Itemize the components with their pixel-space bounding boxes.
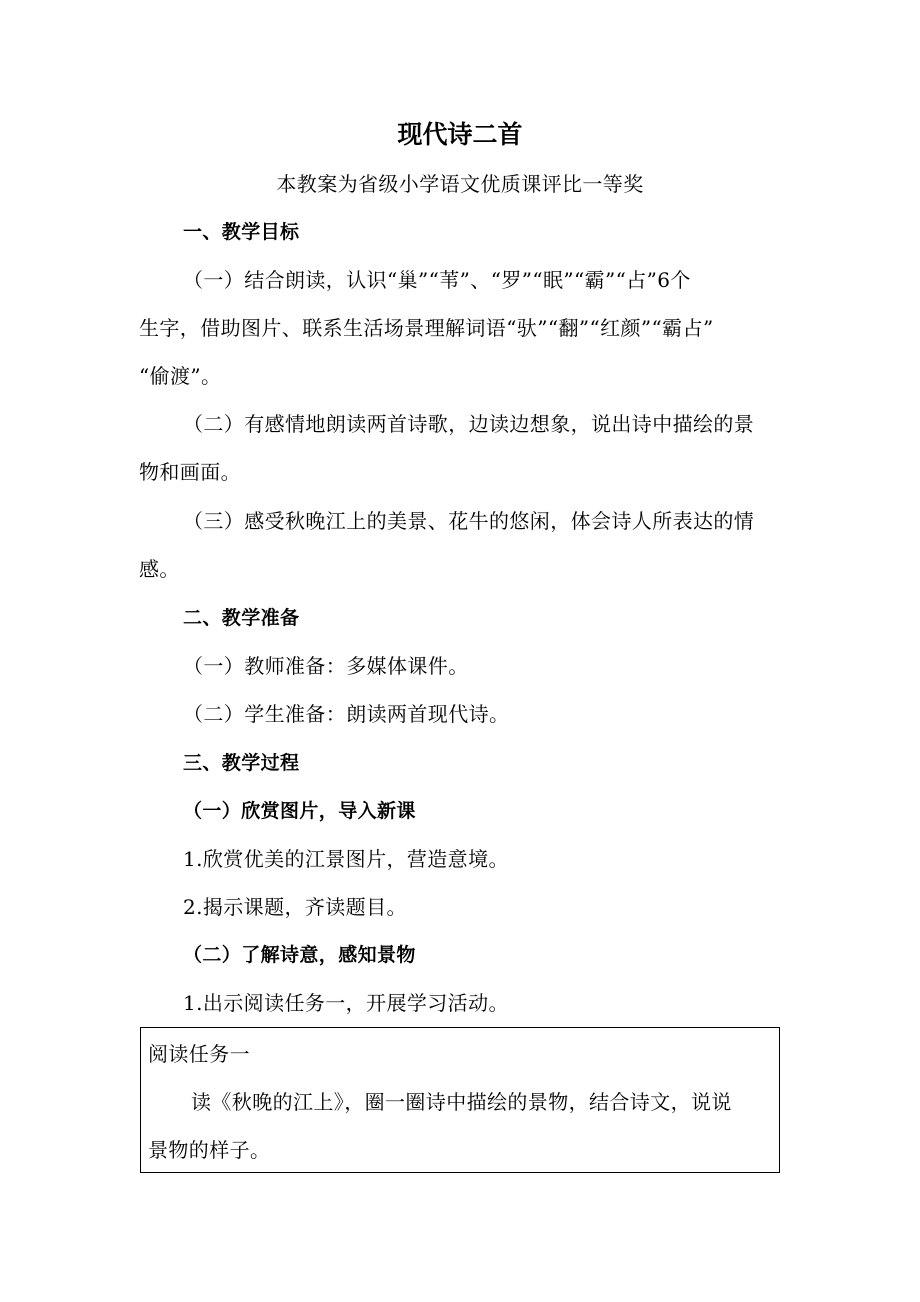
goal-3-line-1: （三）感受秋晚江上的美景、花牛的悠闲，体会诗人所表达的情 (183, 509, 755, 533)
reading-task-label: 阅读任务一 (148, 1042, 250, 1066)
goal-2-line-1: （二）有感情地朗读两首诗歌，边读边想象，说出诗中描绘的景 (183, 412, 755, 436)
document-title: 现代诗二首 (397, 120, 523, 149)
section-heading-process: 三、教学过程 (183, 752, 300, 774)
prep-student: （二）学生准备：朗读两首现代诗。 (183, 702, 510, 726)
goal-1-line-2: 生字，借助图片、联系生活场景理解词语“驮”“翻”“红颜”“霸占” (139, 316, 714, 340)
step-2-heading: （二）了解诗意，感知景物 (183, 944, 416, 966)
step-1-heading: （一）欣赏图片，导入新课 (183, 800, 416, 822)
goal-1-line-1: （一）结合朗读，认识“巢”“苇”、“罗”“眠”“霸”“占”6个 (183, 268, 691, 292)
prep-teacher: （一）教师准备：多媒体课件。 (183, 654, 469, 678)
step-1-item-2: 2.揭示课题，齐读题目。 (183, 895, 407, 919)
goal-3-line-2: 感。 (139, 557, 180, 581)
section-heading-goals: 一、教学目标 (183, 221, 300, 243)
section-heading-preparation: 二、教学准备 (183, 607, 300, 629)
goal-1-line-3: “偷渡”。 (139, 364, 222, 388)
step-1-item-1: 1.欣赏优美的江景图片，营造意境。 (183, 847, 509, 871)
document-subtitle: 本教案为省级小学语文优质课评比一等奖 (276, 172, 644, 196)
reading-task-line-2: 景物的样子。 (148, 1138, 271, 1162)
goal-2-line-2: 物和画面。 (139, 460, 241, 484)
step-2-item-1: 1.出示阅读任务一，开展学习活动。 (183, 991, 509, 1015)
reading-task-line-1: 读《秋晚的江上》，圈一圈诗中描绘的景物，结合诗文，说说 (191, 1090, 732, 1114)
